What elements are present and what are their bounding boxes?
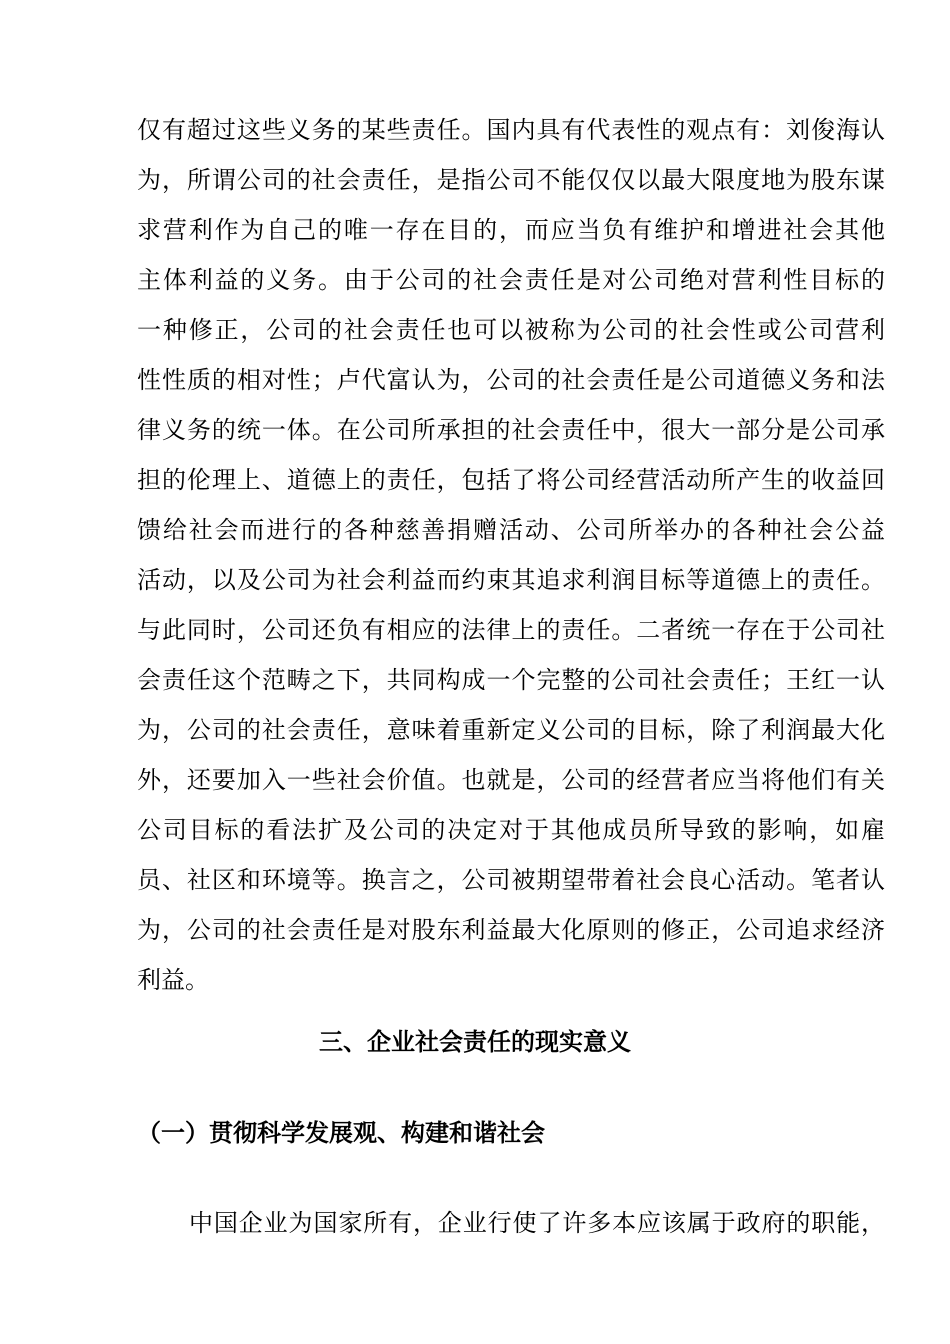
body-text-line: 活动，以及公司为社会利益而约束其追求利润目标等道德上的责任。 — [137, 566, 885, 594]
body-text-line: 会责任这个范畴之下，共同构成一个完整的公司社会责任；王红一认 — [137, 666, 885, 694]
body-text-line: 利益。 — [137, 966, 209, 994]
body-text-line: 与此同时，公司还负有相应的法律上的责任。二者统一存在于公司社 — [137, 616, 885, 644]
subsection-heading: （一）贯彻科学发展观、构建和谐社会 — [137, 1119, 545, 1147]
body-text-line: 为，公司的社会责任是对股东利益最大化原则的修正，公司追求经济 — [137, 916, 885, 944]
body-text-line: 公司目标的看法扩及公司的决定对于其他成员所导致的影响，如雇 — [137, 816, 885, 844]
section-heading: 三、企业社会责任的现实意义 — [319, 1028, 631, 1056]
body-text-line: 担的伦理上、道德上的责任，包括了将公司经营活动所产生的收益回 — [137, 466, 885, 494]
body-text-line: 一种修正，公司的社会责任也可以被称为公司的社会性或公司营利 — [137, 316, 885, 344]
body-text-line: 为，所谓公司的社会责任，是指公司不能仅仅以最大限度地为股东谋 — [137, 166, 885, 194]
body-text-line: 性性质的相对性；卢代富认为，公司的社会责任是公司道德义务和法 — [137, 366, 885, 394]
body-text-line: 律义务的统一体。在公司所承担的社会责任中，很大一部分是公司承 — [137, 416, 885, 444]
body-text-line: 馈给社会而进行的各种慈善捐赠活动、公司所举办的各种社会公益 — [137, 516, 885, 544]
body-text-line: 为，公司的社会责任，意味着重新定义公司的目标，除了利润最大化 — [137, 716, 885, 744]
body-text-line: 仅有超过这些义务的某些责任。国内具有代表性的观点有：刘俊海认 — [137, 116, 885, 144]
body-text-line: 主体利益的义务。由于公司的社会责任是对公司绝对营利性目标的 — [137, 266, 885, 294]
body-text-line: 员、社区和环境等。换言之，公司被期望带着社会良心活动。笔者认 — [137, 866, 885, 894]
body-text-line: 求营利作为自己的唯一存在目的，而应当负有维护和增进社会其他 — [137, 216, 885, 244]
body-text-line: 中国企业为国家所有，企业行使了许多本应该属于政府的职能， — [189, 1209, 885, 1237]
body-text-line: 外，还要加入一些社会价值。也就是，公司的经营者应当将他们有关 — [137, 766, 885, 794]
